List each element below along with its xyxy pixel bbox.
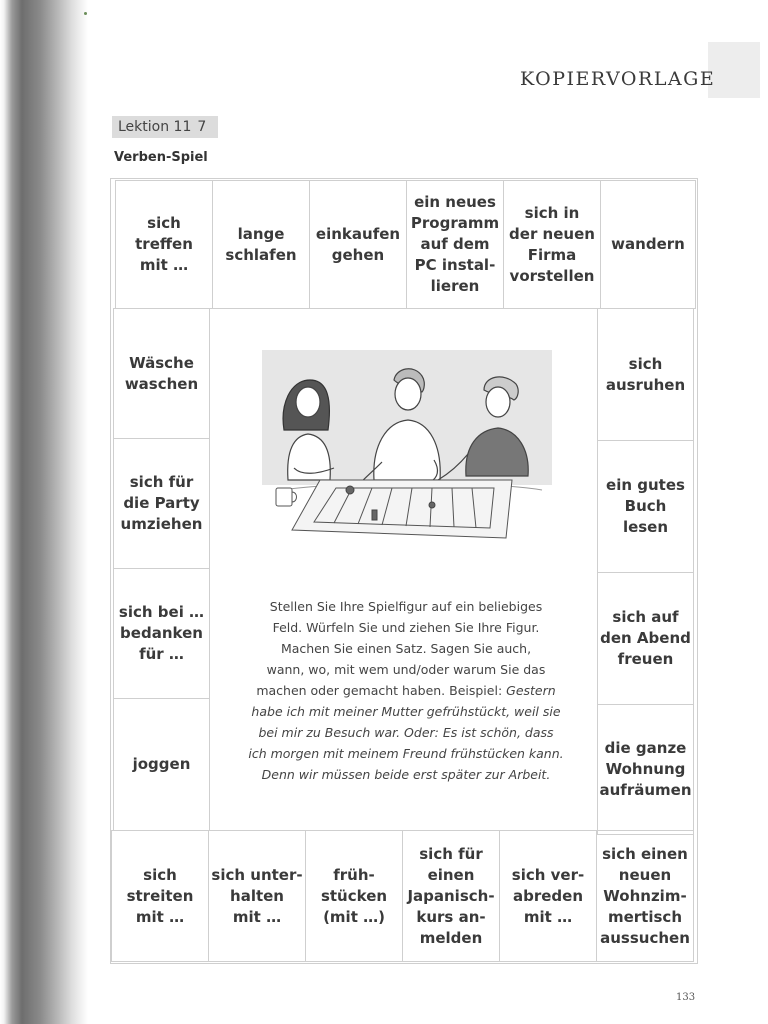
lesson-number: 7 xyxy=(197,119,207,135)
board-field-top-4[interactable]: ein neues Programm auf dem PC instal- lieren xyxy=(406,180,504,309)
instructions-text: machen oder gemacht haben. Beispiel: xyxy=(256,683,507,698)
instructions-line: wann, wo, mit wem und/oder warum Sie das xyxy=(266,662,546,677)
woman-figure xyxy=(283,380,334,480)
board-field-left-4[interactable]: joggen xyxy=(113,698,210,831)
board-field-bottom-3[interactable]: früh- stücken (mit …) xyxy=(305,830,403,962)
instructions-line xyxy=(248,680,564,701)
board-field-bottom-4[interactable]: sich für einen Japanisch- kurs an- melden xyxy=(402,830,500,962)
board-field-top-6[interactable]: wandern xyxy=(600,180,696,309)
instructions-line: Feld. Würfeln Sie und ziehen Sie Ihre Figur. xyxy=(272,620,540,635)
section-title: Verben-Spiel xyxy=(114,150,208,165)
example-text: Gestern xyxy=(506,683,556,698)
board-field-top-1[interactable]: sich treffen mit … xyxy=(115,180,213,309)
board-field-left-3[interactable]: sich bei … bedanken für … xyxy=(113,568,210,699)
board-field-top-3[interactable]: einkaufen gehen xyxy=(309,180,407,309)
board-field-top-2[interactable]: lange schlafen xyxy=(212,180,310,309)
board-field-bottom-5[interactable]: sich ver- abreden mit … xyxy=(499,830,597,962)
instructions-line: Machen Sie einen Satz. Sagen Sie auch, xyxy=(280,641,532,656)
board-game-illustration xyxy=(262,350,552,545)
example-line: Denn wir müssen beide erst später zur Arbeit. xyxy=(261,767,551,782)
game-instructions xyxy=(248,596,564,785)
board-field-bottom-1[interactable]: sich streiten mit … xyxy=(111,830,209,962)
example-line: ich morgen mit meinem Freund frühstücken kann. xyxy=(248,746,564,761)
page-number: 133 xyxy=(676,992,696,1003)
page-title: KOPIERVORLAGE xyxy=(520,68,716,90)
lesson-label xyxy=(112,116,218,138)
board-field-left-1[interactable]: Wäsche waschen xyxy=(113,308,210,439)
board-field-bottom-2[interactable]: sich unter- halten mit … xyxy=(208,830,306,962)
lesson-name: Lektion 11 xyxy=(118,119,192,135)
board-field-left-2[interactable]: sich für die Party umziehen xyxy=(113,438,210,569)
instructions-line: Stellen Sie Ihre Spielfigur auf ein beliebiges xyxy=(269,599,543,614)
example-line: bei mir zu Besuch war. Oder: Es ist schön, dass xyxy=(258,725,554,740)
board-field-right-3[interactable]: sich auf den Abend freuen xyxy=(597,572,694,705)
board-field-top-5[interactable]: sich in der neuen Firma vorstellen xyxy=(503,180,601,309)
board-field-right-2[interactable]: ein gutes Buch lesen xyxy=(597,440,694,573)
example-line: habe ich mit meiner Mutter gefrühstückt, weil sie xyxy=(251,704,561,719)
board-field-right-1[interactable]: sich ausruhen xyxy=(597,308,694,441)
page-mark xyxy=(84,12,87,15)
game-board-drawing xyxy=(292,480,512,538)
board-field-bottom-6[interactable]: sich einen neuen Wohnzim- mertisch aussuchen xyxy=(596,830,694,962)
book-spine-shadow xyxy=(0,0,88,1024)
board-field-right-4[interactable]: die ganze Wohnung aufräumen xyxy=(597,704,694,835)
corner-tab xyxy=(708,42,760,98)
